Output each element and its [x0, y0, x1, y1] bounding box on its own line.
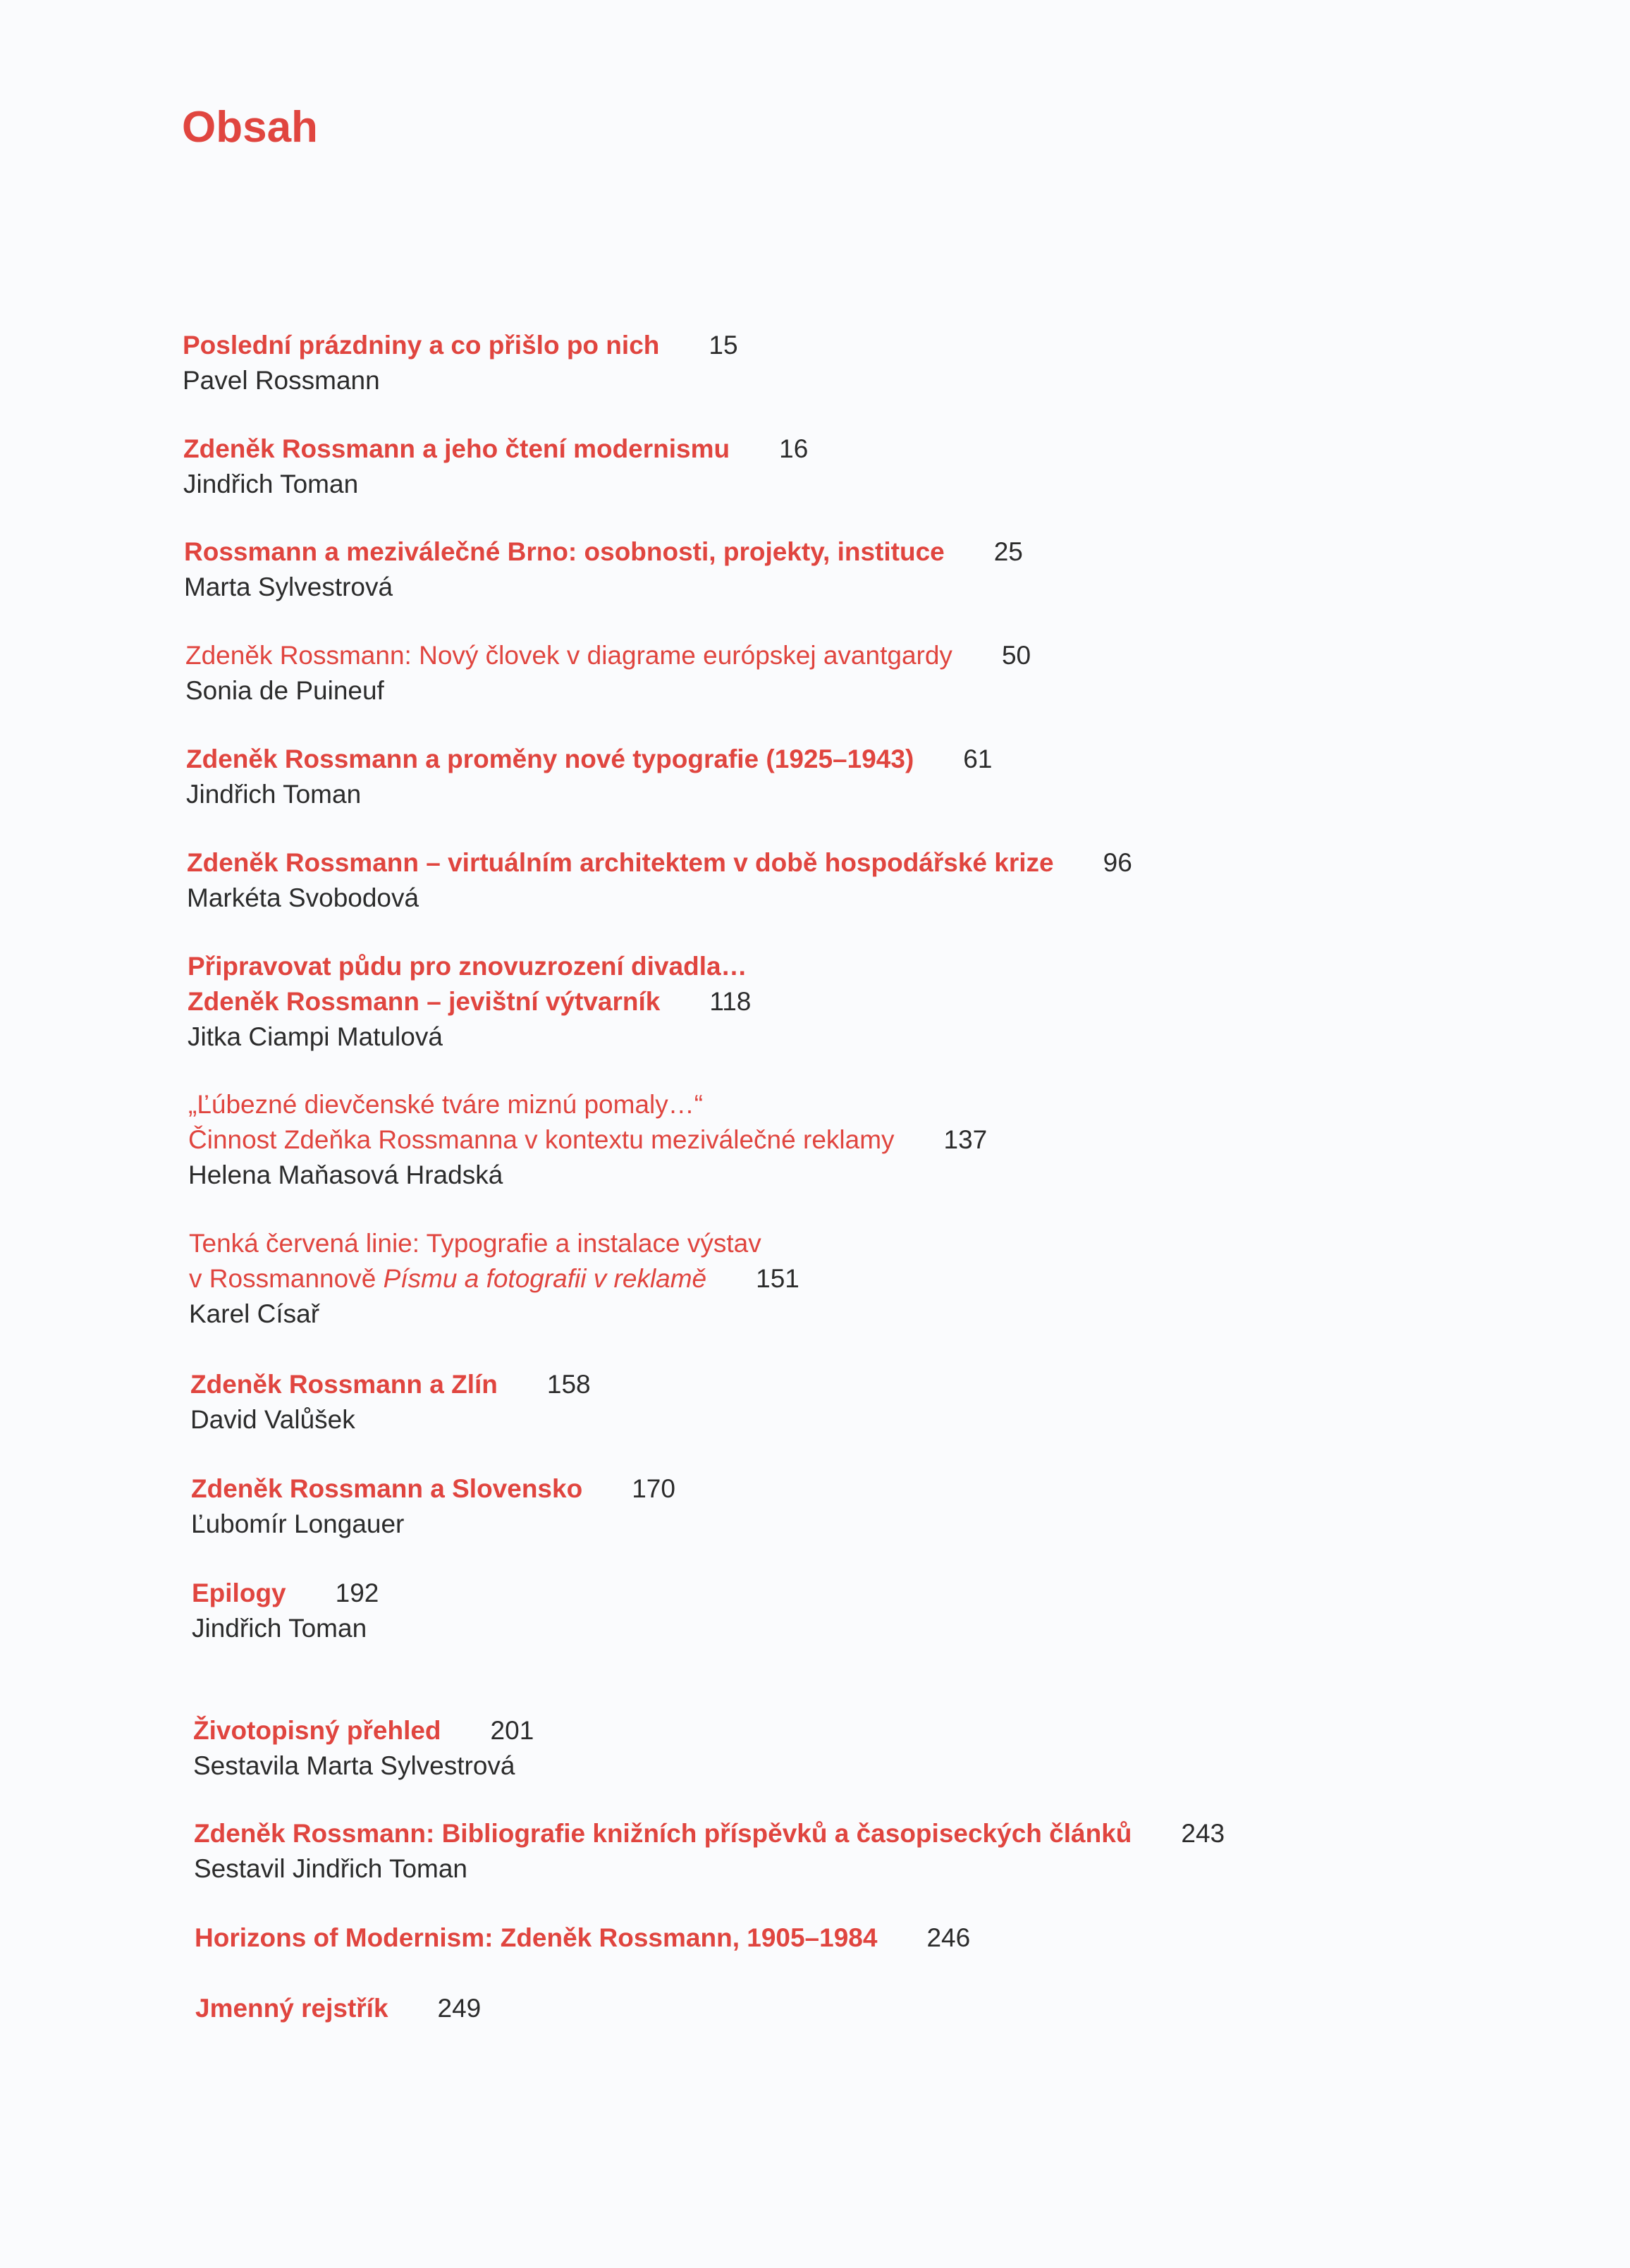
toc-entry-title-line [192, 1576, 379, 1611]
toc-entry [183, 431, 808, 502]
toc-entry-title-line [188, 1087, 987, 1122]
toc-entry-title-line [187, 845, 1132, 881]
toc-entry-author: Jindřich Toman [186, 780, 362, 809]
toc-entry-author: Jindřich Toman [183, 470, 359, 498]
toc-entry-page: 201 [490, 1716, 534, 1745]
toc-entry-title[interactable]: Připravovat půdu pro znovuzrození divadla… [188, 952, 747, 981]
toc-entry-page: 96 [1103, 848, 1132, 877]
toc-entry-title-line [189, 1261, 799, 1297]
toc-entry-author: Jindřich Toman [192, 1614, 367, 1643]
toc-entry [185, 638, 1031, 709]
toc-entry-title[interactable]: Životopisný přehled [193, 1716, 441, 1745]
toc-entry-title-line [195, 1920, 970, 1956]
toc-entry-author: Markéta Svobodová [187, 883, 419, 912]
toc-entry-author: Jitka Ciampi Matulová [188, 1022, 443, 1051]
toc-entry-title-line [186, 742, 992, 777]
toc-entry-page: 16 [779, 434, 809, 463]
toc-entry [188, 1087, 987, 1193]
toc-entry-title[interactable]: v Rossmannově [189, 1264, 384, 1293]
toc-entry-title[interactable]: „Ľúbezné dievčenské tváre miznú pomaly…“ [188, 1090, 704, 1119]
toc-entry-title-line [189, 1226, 799, 1261]
toc-entry-author: David Valůšek [190, 1405, 355, 1434]
toc-entry [188, 949, 751, 1055]
toc-entry-author: Pavel Rossmann [183, 366, 380, 395]
toc-entry-page: 246 [926, 1923, 971, 1952]
toc-entry-title[interactable]: Zdeněk Rossmann a jeho čtení modernismu [183, 434, 730, 463]
toc-entry-title[interactable]: Zdeněk Rossmann a proměny nové typografie (1925–1943) [186, 744, 914, 773]
toc-entry-title-line [190, 1367, 591, 1402]
toc-entry [195, 1991, 481, 2026]
toc-entry-title-line [194, 1816, 1225, 1851]
toc-entry-title[interactable]: Horizons of Modernism: Zdeněk Rossmann, 1905–1984 [195, 1923, 878, 1952]
toc-entry-title[interactable]: Rossmann a meziválečné Brno: osobnosti, projekty, instituce [184, 537, 945, 566]
toc-entry [187, 845, 1132, 916]
toc-entry [194, 1816, 1225, 1887]
toc-entry-title[interactable]: Tenká červená linie: Typografie a instalace výstav [189, 1229, 761, 1258]
toc-entry-title[interactable]: Zdeněk Rossmann – virtuálním architektem v době hospodářské krize [187, 848, 1054, 877]
toc-entry-title-line [184, 534, 1023, 570]
toc-entry [190, 1367, 591, 1438]
toc-entry-page: 50 [1001, 641, 1031, 670]
toc-entry [183, 328, 738, 398]
toc-entry-author: Sestavil Jindřich Toman [194, 1854, 467, 1883]
toc-entry-page: 192 [335, 1579, 379, 1607]
toc-entry-page: 15 [709, 331, 738, 360]
toc-entry-title-line [188, 1122, 987, 1158]
toc-entry-page: 158 [546, 1370, 591, 1399]
toc-entry-author: Helena Maňasová Hradská [188, 1160, 503, 1189]
toc-entry [184, 534, 1023, 605]
toc-entry-page: 243 [1181, 1819, 1225, 1848]
toc-entry-author: Karel Císař [189, 1299, 320, 1328]
toc-entry [195, 1920, 970, 1956]
toc-entry-title-line [191, 1471, 675, 1507]
toc-entry-title[interactable]: Zdeněk Rossmann a Zlín [190, 1370, 498, 1399]
toc-entry-title-line [188, 984, 751, 1019]
toc-entry-title-line [183, 328, 738, 363]
toc-entry [193, 1713, 534, 1784]
toc-entry-title[interactable]: Epilogy [192, 1579, 286, 1607]
toc-entry-author: Marta Sylvestrová [184, 572, 393, 601]
toc-entry [189, 1226, 799, 1332]
toc-entry [186, 742, 992, 812]
toc-entry-page: 61 [963, 744, 993, 773]
page-title: Obsah [182, 103, 318, 152]
toc-entry-title-line [188, 949, 751, 984]
toc-entry-title[interactable]: Jmenný rejstřík [195, 1994, 388, 2023]
toc-entry-title[interactable]: Zdeněk Rossmann a Slovensko [191, 1474, 583, 1503]
toc-entry-title[interactable]: Zdeněk Rossmann: Bibliografie knižních příspěvků a časopiseckých článků [194, 1819, 1132, 1848]
toc-entry-author: Ľubomír Longauer [191, 1509, 405, 1538]
toc-entry-page: 249 [437, 1994, 482, 2023]
toc-entry-title[interactable]: Zdeněk Rossmann – jevištní výtvarník [188, 987, 661, 1016]
toc-entry-title[interactable]: Činnost Zdeňka Rossmanna v kontextu meziválečné reklamy [188, 1125, 895, 1154]
toc-entry-title-italic[interactable]: Písmu a fotografii v reklamě [383, 1264, 707, 1293]
toc-entry-page: 118 [709, 987, 752, 1016]
toc-entry-title-line [195, 1991, 481, 2026]
toc-entry-title[interactable]: Zdeněk Rossmann: Nový človek v diagrame európskej avantgardy [185, 641, 952, 670]
toc-entry-title[interactable]: Poslední prázdniny a co přišlo po nich [183, 331, 660, 360]
toc-entry-title-line [193, 1713, 534, 1748]
toc-entry-author: Sestavila Marta Sylvestrová [193, 1751, 515, 1780]
toc-entry-title-line [185, 638, 1031, 673]
toc-entry [192, 1576, 379, 1646]
toc-entry-page: 151 [756, 1264, 799, 1293]
toc-entry-page: 137 [943, 1125, 988, 1154]
toc-entry [191, 1471, 675, 1542]
toc-entry-author: Sonia de Puineuf [185, 676, 384, 705]
toc-entry-page: 25 [993, 537, 1023, 566]
toc-entry-page: 170 [632, 1474, 675, 1503]
toc-entry-title-line [183, 431, 808, 467]
